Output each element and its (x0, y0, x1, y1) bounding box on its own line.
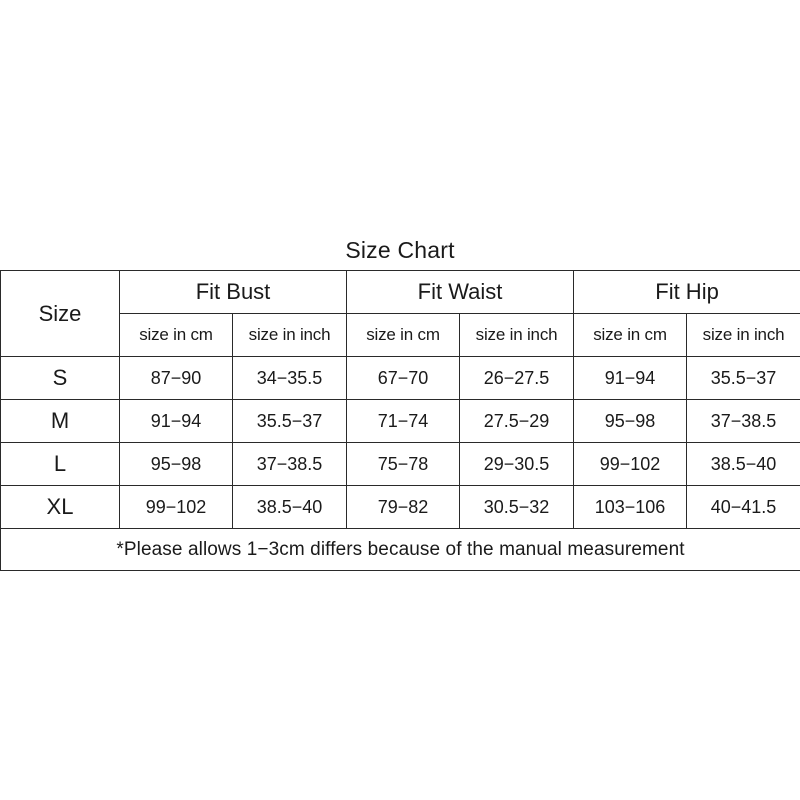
table-row (1, 486, 800, 529)
table-cell: 30.5−32 (460, 486, 574, 529)
table-cell: 79−82 (347, 486, 460, 529)
chart-title: Size Chart (345, 237, 455, 263)
table-row (1, 443, 800, 486)
table-cell: 37−38.5 (687, 400, 800, 443)
fit-hip-header: Fit Hip (574, 271, 800, 314)
table-cell: 95−98 (574, 400, 687, 443)
table-cell: 38.5−40 (233, 486, 347, 529)
table-cell: 91−94 (120, 400, 233, 443)
table-cell: 40−41.5 (687, 486, 800, 529)
table-cell: 29−30.5 (460, 443, 574, 486)
table-row (1, 357, 800, 400)
fit-waist-header: Fit Waist (347, 271, 574, 314)
table-cell: 91−94 (574, 357, 687, 400)
table-cell: 27.5−29 (460, 400, 574, 443)
table-cell: 67−70 (347, 357, 460, 400)
table-cell: 99−102 (120, 486, 233, 529)
table-cell: 103−106 (574, 486, 687, 529)
header-row (1, 271, 800, 314)
table-cell: 26−27.5 (460, 357, 574, 400)
size-label: L (1, 443, 120, 486)
bust-cm-header: size in cm (120, 314, 233, 357)
table-cell: 35.5−37 (233, 400, 347, 443)
hip-inch-header: size in inch (687, 314, 800, 357)
table-cell: 38.5−40 (687, 443, 800, 486)
size-column-header: Size (1, 271, 120, 357)
table-cell: 37−38.5 (233, 443, 347, 486)
hip-cm-header: size in cm (574, 314, 687, 357)
size-label: M (1, 400, 120, 443)
table-cell: 87−90 (120, 357, 233, 400)
measurement-note: *Please allows 1−3cm differs because of the manual measurement (1, 529, 800, 571)
waist-cm-header: size in cm (347, 314, 460, 357)
fit-bust-header: Fit Bust (120, 271, 347, 314)
bust-inch-header: size in inch (233, 314, 347, 357)
subheader-row (1, 314, 800, 357)
table-cell: 34−35.5 (233, 357, 347, 400)
table-cell: 95−98 (120, 443, 233, 486)
size-table (0, 270, 800, 571)
size-label: XL (1, 486, 120, 529)
table-cell: 99−102 (574, 443, 687, 486)
table-row (1, 400, 800, 443)
table-cell: 71−74 (347, 400, 460, 443)
size-label: S (1, 357, 120, 400)
table-cell: 35.5−37 (687, 357, 800, 400)
note-row (1, 529, 800, 571)
table-cell: 75−78 (347, 443, 460, 486)
waist-inch-header: size in inch (460, 314, 574, 357)
